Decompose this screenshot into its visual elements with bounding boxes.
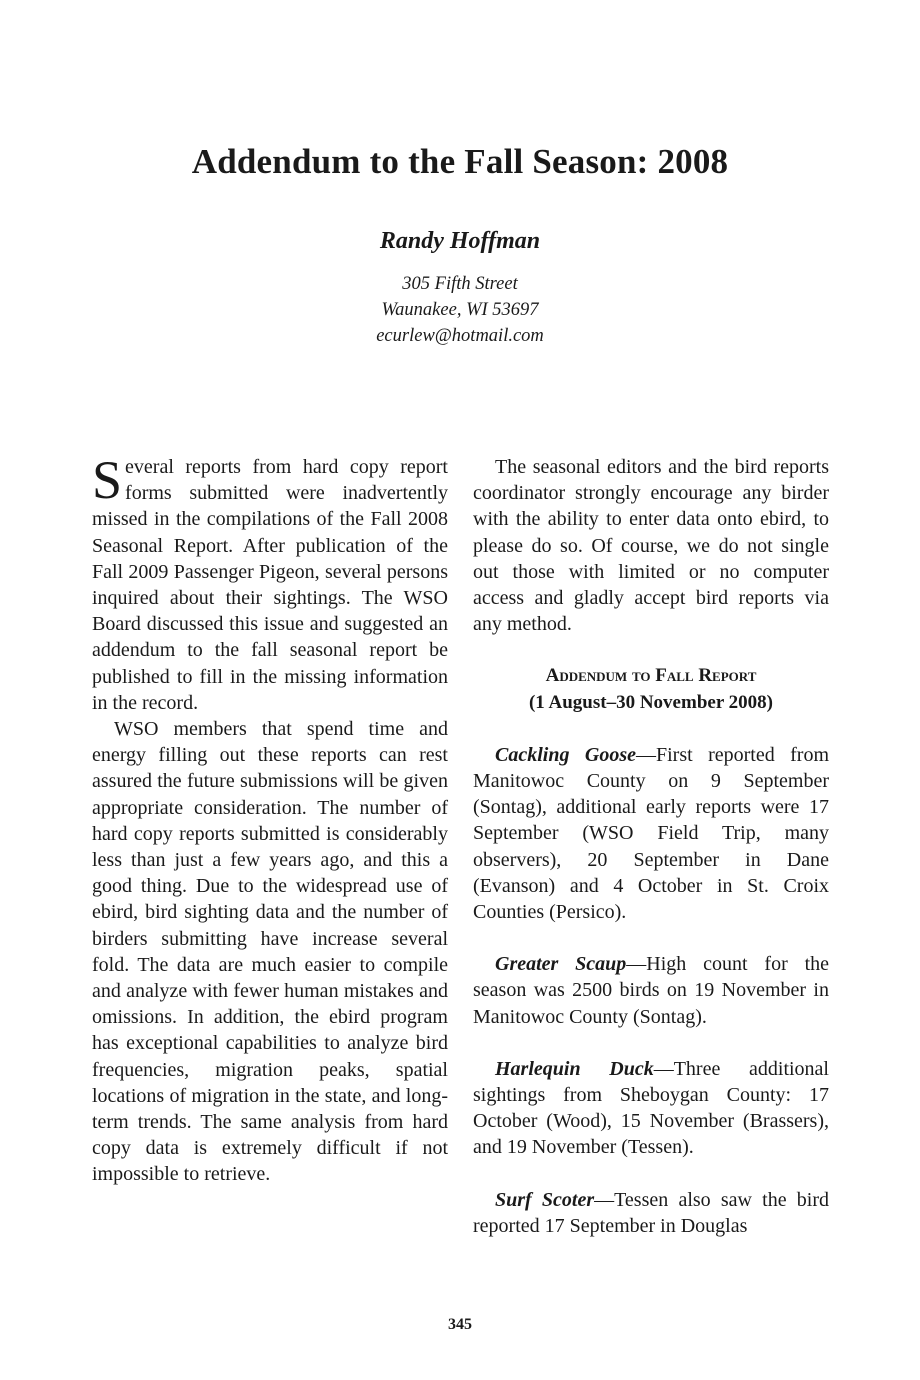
- species-name: Cackling Goose: [495, 743, 636, 766]
- author-email: ecurlew@hotmail.com: [376, 326, 544, 346]
- left-column: [92, 450, 448, 1188]
- members-paragraph: WSO members that spend time and energy filling out these reports can rest assured the future submissions will be given appropriate consideration. The number of hard copy reports submitted is considerably less than just a few years ago, and this a good thing. Due to the widespread use of ebird, bird sighting data and the number of birders submitting have increase several fold. The data are much easier to compile and analyze with fewer human mistakes and omissions. In addition, the ebird program has exceptional capabilities to analyze bird frequencies, migration peaks, spatial locations of migration in the state, and long-term trends. The same analysis from hard copy data is extremely difficult if not impossible to retrieve.: [92, 718, 448, 1186]
- species-entry: [473, 742, 829, 925]
- species-name: Harlequin Duck: [495, 1057, 654, 1080]
- species-name: Surf Scoter: [495, 1188, 595, 1211]
- author-name: Randy Hoffman: [379, 228, 541, 254]
- article-title: Addendum to the Fall Season: 2008: [191, 142, 729, 181]
- section-heading: [473, 663, 829, 715]
- species-name: Greater Scaup: [495, 953, 627, 976]
- ebird-paragraph: The seasonal editors and the bird reports coordinator strongly encourage any birder with the ability to enter data onto ebird, to please do so. Of course, we do not single out those with limited or no computer access and gladly accept bird reports via any method.: [473, 456, 829, 636]
- drop-cap: S: [92, 450, 123, 510]
- intro-paragraph-text: everal reports from hard copy report forms submitted were inadvertently missed in the compilations of the Fall 2008 Seasonal Report. After publication of the Fall 2009 Passenger Pigeon, several persons inquired about their sightings. The WSO Board discussed this issue and suggested an addendum to the fall seasonal report be published to fill in the missing information in the record.: [92, 456, 448, 714]
- species-text: —First reported from Manitowoc County on 9 September (Sontag), additional early reports were 17 September (WSO Field Trip, many observers), 20 September in Dane (Evanson) and 4 October in St. Croix Counties (Persico).: [473, 743, 830, 924]
- species-text: —High count for the season was 2500 birds on 19 November in Manitowoc County (Sontag).: [473, 953, 830, 1028]
- species-entry: [473, 1187, 829, 1239]
- species-entry: [473, 951, 829, 1030]
- species-text: —Three additional sightings from Sheboygan County: 17 October (Wood), 15 November (Brassers), and 19 November (Tessen).: [473, 1057, 829, 1159]
- section-heading-dates: (1 August–30 November 2008): [528, 691, 773, 713]
- right-column: [473, 454, 829, 1239]
- author-address-street: 305 Fifth Street: [402, 274, 518, 294]
- intro-paragraph: [92, 450, 448, 716]
- species-entry: [473, 1056, 829, 1161]
- section-heading-title: Addendum to Fall Report: [545, 665, 757, 687]
- page-number: 345: [448, 1316, 472, 1333]
- species-text: —Tessen also saw the bird reported 17 September in Douglas: [473, 1188, 829, 1237]
- author-address-city: Waunakee, WI 53697: [381, 300, 539, 320]
